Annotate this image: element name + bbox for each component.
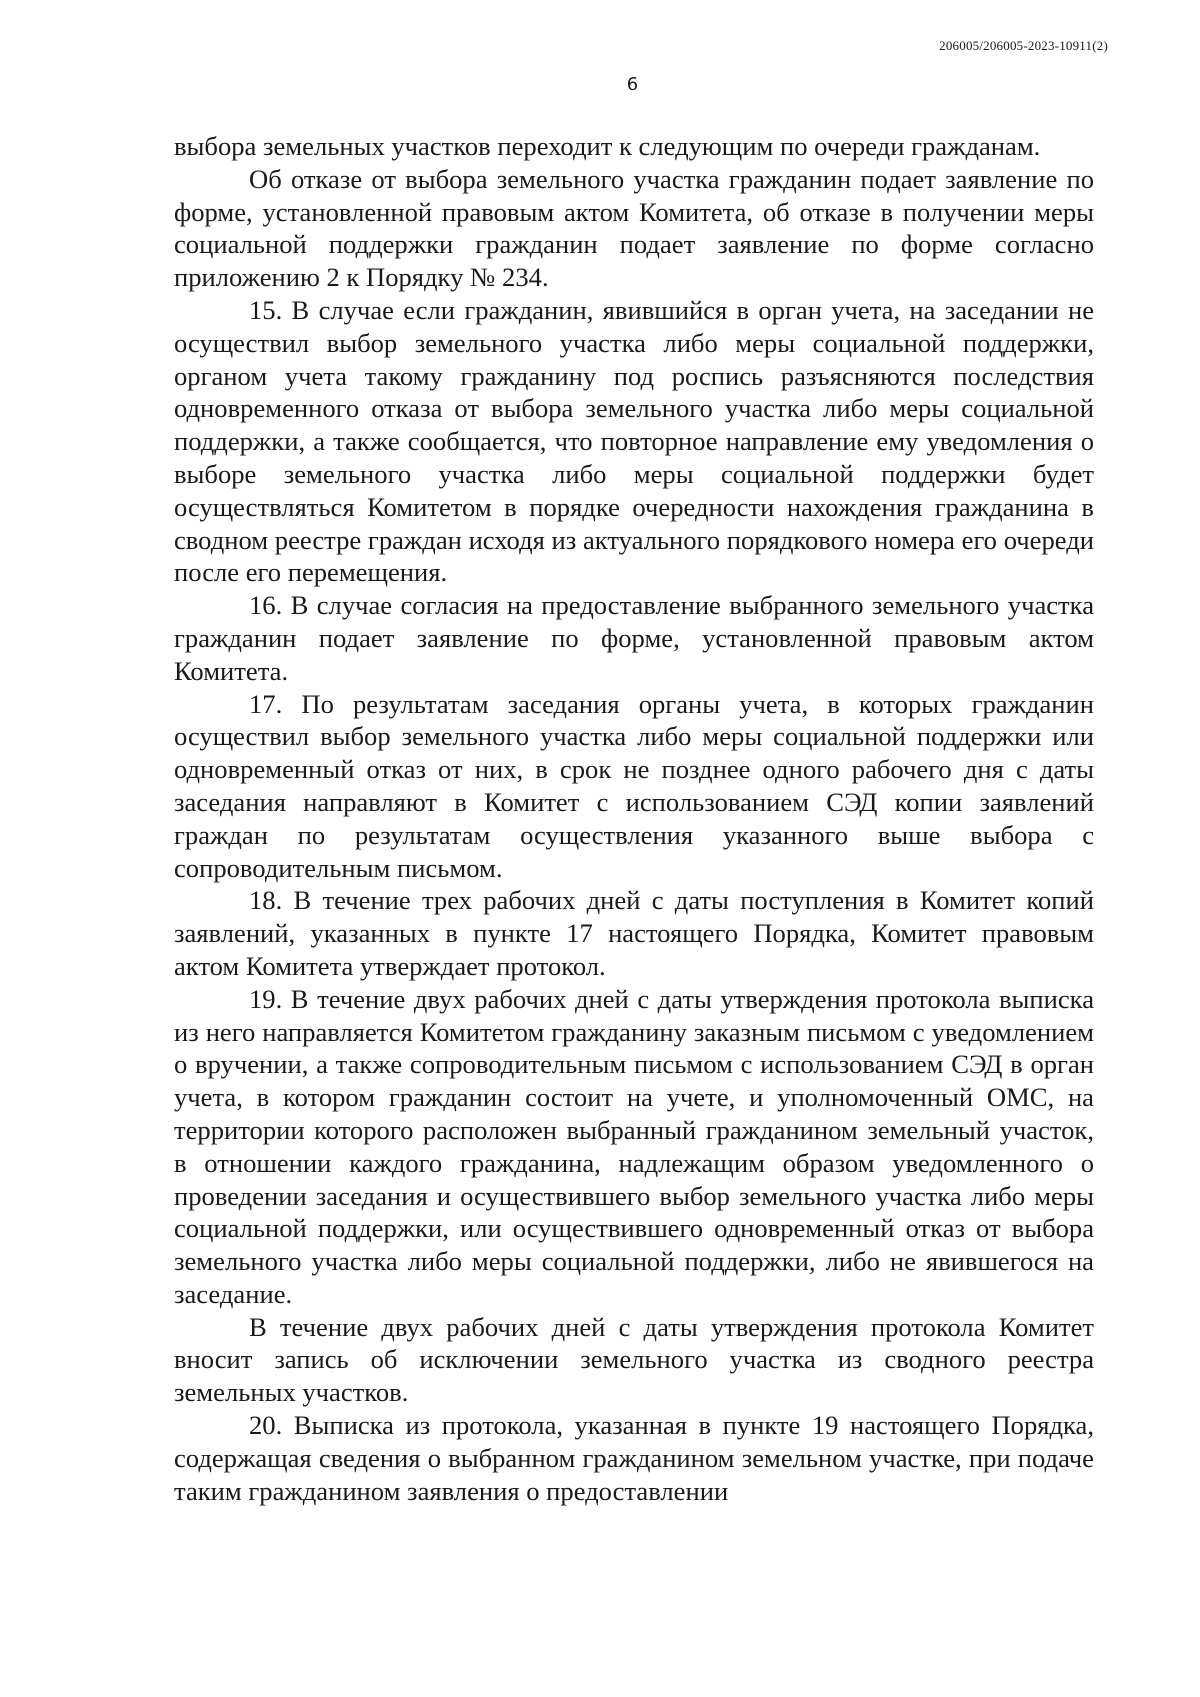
- paragraph-clause-18: 18. В течение трех рабочих дней с даты поступления в Комитет копий заявлений, указанных в пункте 17 настоящего Порядка, Комитет правовым актом Комитета утверждает протокол.: [174, 885, 1094, 981]
- paragraph-refusal-statement: Об отказе от выбора земельного участка гражданин подает заявление по форме, установленной правовым актом Комитета, об отказе в получении меры социальной поддержки гражданин подает заявление по форме согласно приложению 2 к Порядку № 234.: [174, 163, 1094, 293]
- paragraph-continuation: выбора земельных участков переходит к следующим по очереди гражданам.: [174, 131, 1041, 161]
- paragraph-clause-15: 15. В случае если гражданин, явившийся в орган учета, на заседании не осуществил выбор земельного участка либо меры социальной поддержки, органом учета такому гражданину под роспись разъясняются последствия одновременного отказа от выбора земельного участка либо меры социальной поддержки, а также сообщается, что повторное направление ему уведомления о выборе земельного участка либо меры социальной поддержки будет осуществляться Комитетом в порядке очередности нахождения гражданина в сводном реестре граждан исходя из актуального порядкового номера его очереди после его перемещения.: [174, 294, 1094, 588]
- paragraph-clause-16: 16. В случае согласия на предоставление выбранного земельного участка гражданин подает заявление по форме, установленной правовым актом Комитета.: [174, 590, 1094, 686]
- page-number: 6: [626, 74, 639, 95]
- paragraph-registry-exclusion: В течение двух рабочих дней с даты утверждения протокола Комитет вносит запись об исключении земельного участка из сводного реестра земельных участков.: [174, 1311, 1094, 1408]
- paragraph-clause-17: 17. По результатам заседания органы учета, в которых гражданин осуществил выбор земельного участка либо меры социальной поддержки или одновременный отказ от них, в срок не позднее одного рабочего дня с даты заседания направляют в Комитет с использованием СЭД копии заявлений граждан по результатам осуществления указанного выше выбора с сопроводительным письмом.: [174, 688, 1094, 883]
- document-id: 206005/206005-2023-10911(2): [939, 38, 1108, 53]
- paragraph-clause-19: 19. В течение двух рабочих дней с даты утверждения протокола выписка из него направляется Комитетом гражданину заказным письмом с уведомлением о вручении, а также сопроводительным письмом с использованием СЭД в орган учета, в котором гражданин состоит на учете, и уполномоченный ОМС, на территории которого расположен выбранный гражданином земельный участок, в отношении каждого гражданина, надлежащим образом уведомленного о проведении заседания и осуществившего выбор земельного участка либо меры социальной поддержки, или осуществившего одновременный отказ от выбора земельного участка либо меры социальной поддержки, либо не явившегося на заседание.: [174, 983, 1094, 1309]
- document-body: [174, 130, 1094, 1507]
- paragraph-clause-20: 20. Выписка из протокола, указанная в пункте 19 настоящего Порядка, содержащая сведения о выбранном гражданином земельном участке, при подаче таким гражданином заявления о предоставлении: [174, 1410, 1094, 1506]
